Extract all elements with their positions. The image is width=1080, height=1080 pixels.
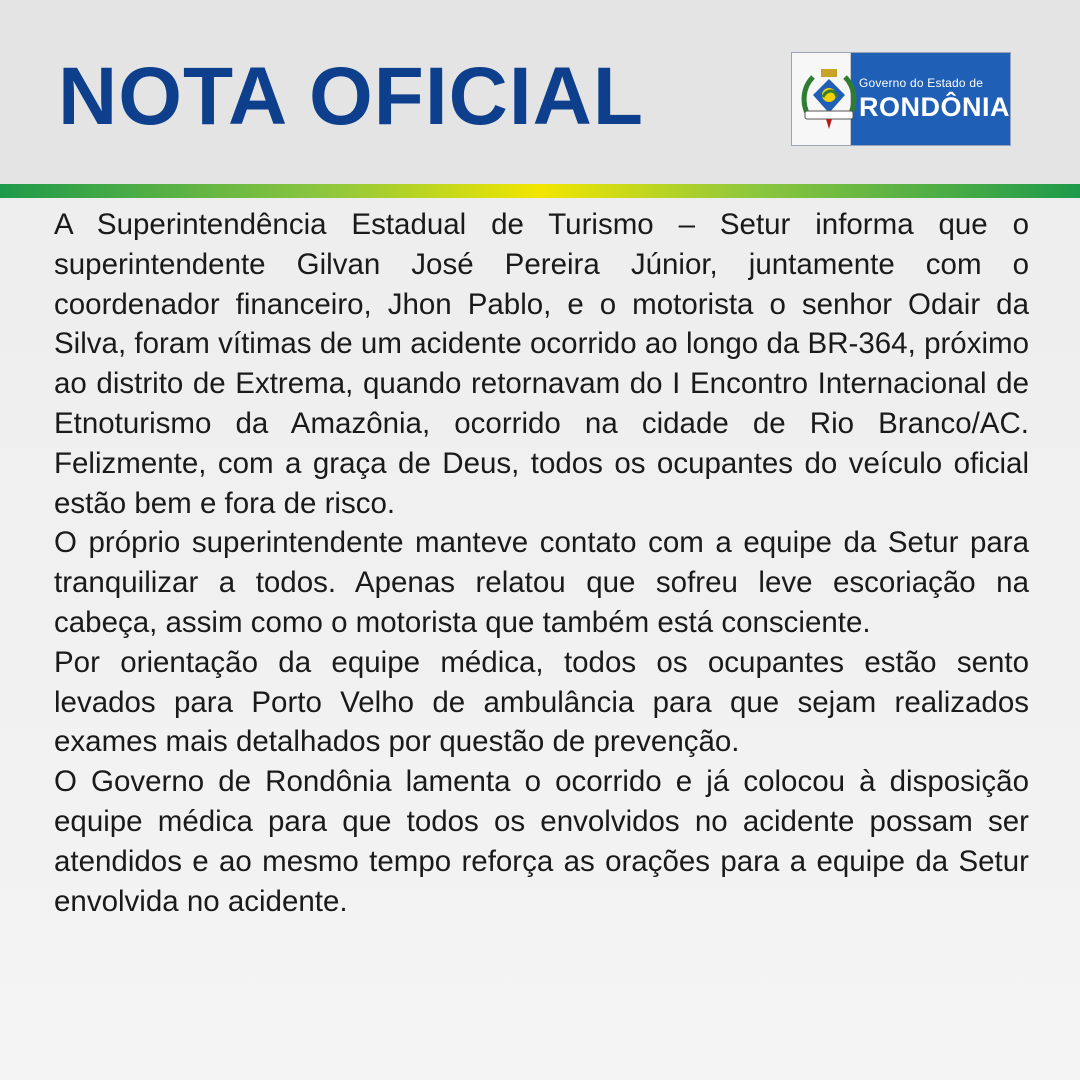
paragraph: O Governo de Rondônia lamenta o ocorrido e já colocou à disposição equipe médica para que todos os envolvidos no acidente possam ser atendidos e ao mesmo tempo reforça as orações para a equipe da Setur envolvida no acidente. (54, 765, 1029, 918)
paragraph: O próprio superintendente manteve contato com a equipe da Setur para tranquilizar a todos. Apenas relatou que sofreu leve escoriação na cabeça, assim como o motorista que também está consciente. (54, 526, 1029, 639)
logo-state-name: RONDÔNIA (859, 91, 1010, 122)
note-body (54, 205, 1029, 921)
header-banner (0, 0, 1080, 184)
logo-text-block (851, 53, 1010, 145)
government-logo (791, 52, 1011, 146)
paragraph: A Superintendência Estadual de Turismo – Setur informa que o superintendente Gilvan José Pereira Júnior, juntamente com o coordenador financeiro, Jhon Pablo, e o motorista o senhor Odair da Silva, foram vítimas de um acidente ocorrido ao longo da BR-364, próximo ao distrito de Extrema, quando retornavam do I Encontro Internacional de Etnoturismo da Amazônia, ocorrido na cidade de Rio Branco/AC. Felizmente, com a graça de Deus, todos os ocupantes do veículo oficial estão bem e fora de risco. (54, 208, 1029, 520)
seal-panel (792, 53, 851, 145)
logo-subtitle: Governo do Estado de (859, 75, 984, 90)
page-title: NOTA OFICIAL (58, 51, 644, 142)
flag-color-stripe (0, 184, 1080, 198)
rondonia-coat-of-arms-icon (799, 67, 859, 131)
paragraph: Por orientação da equipe médica, todos os ocupantes estão sento levados para Porto Velho de ambulância para que sejam realizados exames mais detalhados por questão de prevenção. (54, 645, 1029, 759)
